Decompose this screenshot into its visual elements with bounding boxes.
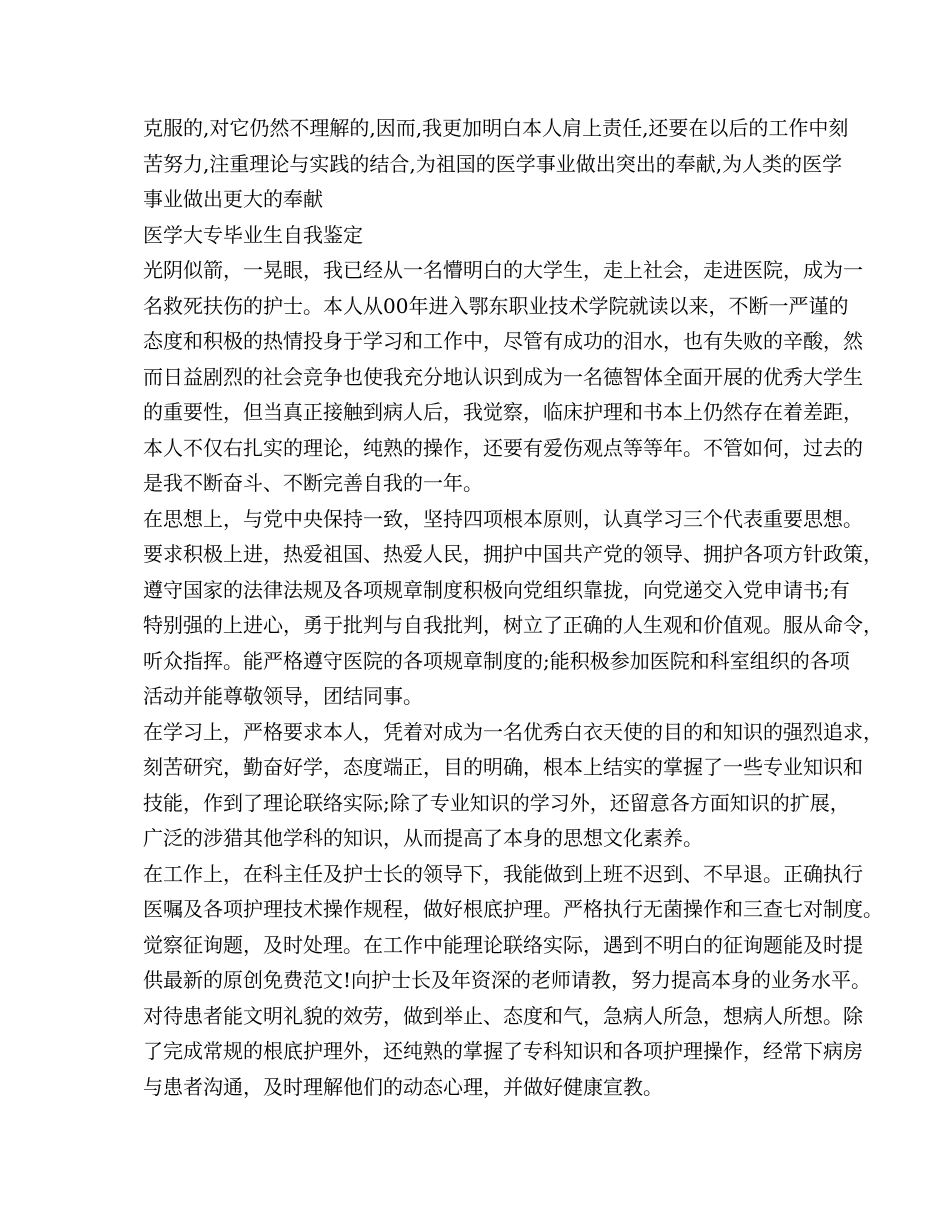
text-line: 在学习上，严格要求本人，凭着对成为一名优秀白衣天使的目的和知识的强烈追求，: [143, 719, 883, 744]
text-line: 特别强的上进心，勇于批判与自我批判，树立了正确的人生观和价值观。服从命令，: [143, 613, 883, 637]
text-line: 了完成常规的根底护理外，还纯熟的掌握了专科知识和各项护理操作，经常下病房: [143, 1039, 863, 1063]
text-line: 名救死扶伤的护士。本人从00年进入鄂东职业技术学院就读以来，不断一严谨的: [143, 293, 849, 318]
text-line: 是我不断奋斗、不断完善自我的一年。: [143, 471, 483, 495]
text-line: 觉察征询题，及时处理。在工作中能理论联络实际，遇到不明白的征询题能及时提: [143, 932, 863, 957]
text-line: 与患者沟通，及时理解他们的动态心理，并做好健康宣教。: [143, 1074, 663, 1099]
text-line: 克服的,对它仍然不理解的,因而,我更加明白本人肩上责任,还要在以后的工作中刻: [143, 116, 849, 140]
text-line: 事业做出更大的奉献: [143, 187, 323, 211]
text-line: 广泛的涉猎其他学科的知识，从而提高了本身的思想文化素养。: [143, 826, 703, 850]
text-line: 听众指挥。能严格遵守医院的各项规章制度的;能积极参加医院和科室组织的各项: [143, 648, 850, 673]
text-line: 对待患者能文明礼貌的效劳，做到举止、态度和气，急病人所急，想病人所想。除: [143, 1003, 863, 1028]
text-line: 技能，作到了理论联络实际;除了专业知识的学习外，还留意各方面知识的扩展，: [143, 790, 850, 815]
text-line: 光阴似箭，一晃眼，我已经从一名懵明白的大学生，走上社会，走进医院，成为一: [143, 258, 863, 282]
text-line: 遵守国家的法律法规及各项规章制度积极向党组织靠拢，向党递交入党申请书;有: [143, 577, 850, 602]
text-line: 医嘱及各项护理技术操作规程，做好根底护理。严格执行无菌操作和三查七对制度。: [143, 897, 883, 921]
text-line: 在工作上，在科主任及护士长的领导下，我能做到上班不迟到、不早退。正确执行: [143, 861, 863, 886]
text-line: 在思想上，与党中央保持一致，坚持四项根本原则，认真学习三个代表重要思想。: [143, 506, 863, 531]
text-line: 活动并能尊敬领导，团结同事。: [143, 684, 423, 708]
text-line: 要求积极上进，热爱祖国、热爱人民，拥护中国共产党的领导、拥护各项方针政策，: [143, 542, 883, 566]
section-heading: 医学大专毕业生自我鉴定: [143, 222, 363, 247]
text-line: 而日益剧烈的社会竞争也使我充分地认识到成为一名德智体全面开展的优秀大学生: [143, 364, 863, 389]
text-line: 供最新的原创免费范文!向护士长及年资深的老师请教，努力提高本身的业务水平。: [143, 968, 872, 992]
text-line: 的重要性，但当真正接触到病人后，我觉察，临床护理和书本上仍然存在着差距，: [143, 400, 863, 424]
text-line: 刻苦研究，勤奋好学，态度端正，目的明确，根本上结实的掌握了一些专业知识和: [143, 755, 863, 779]
text-line: 态度和积极的热情投身于学习和工作中，尽管有成功的泪水，也有失败的辛酸，然: [143, 329, 863, 353]
document-body: [143, 111, 883, 1105]
text-line: 苦努力,注重理论与实践的结合,为祖国的医学事业做出突出的奉献,为人类的医学: [143, 151, 843, 176]
text-line: 本人不仅右扎实的理论，纯熟的操作，还要有爱伤观点等等年。不管如何，过去的: [143, 435, 863, 460]
